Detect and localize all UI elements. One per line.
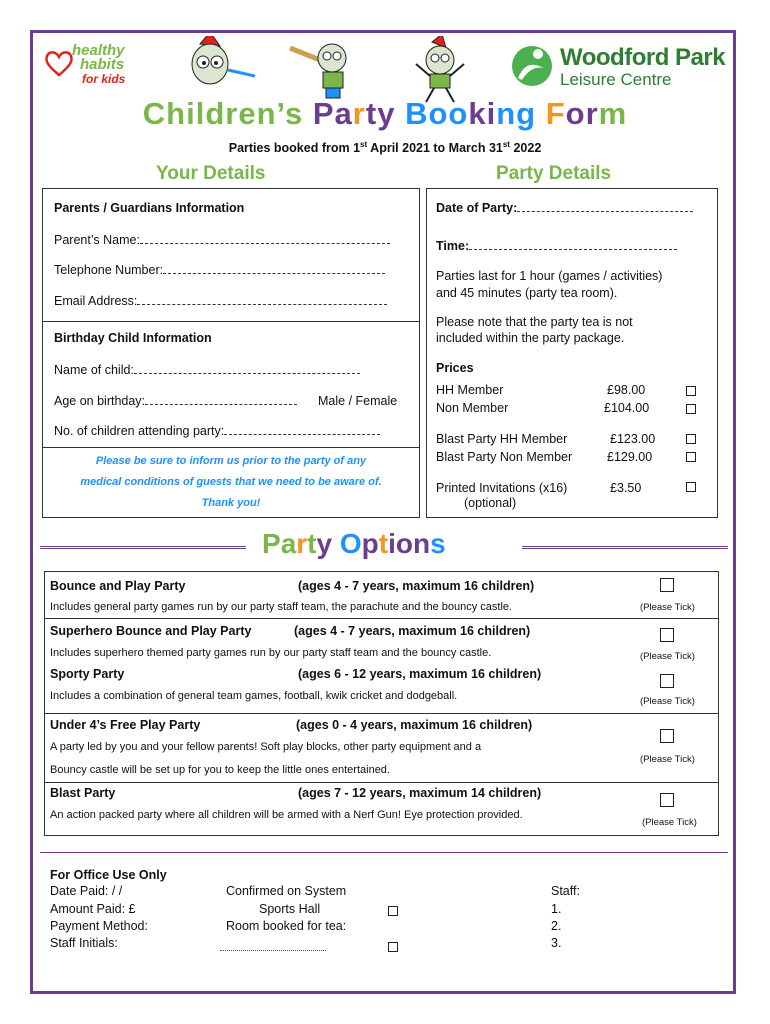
date-paid-field[interactable]: Date Paid: / / [50,884,123,898]
sports-hall-checkbox[interactable] [388,906,398,916]
staff-initials-field[interactable]: Staff Initials: [50,936,118,950]
parent-name-field[interactable]: Parent’s Name: [54,233,390,247]
room-booked-label: Room booked for tea: [226,919,347,933]
price-value: £98.00 [607,383,646,397]
duration-line: Parties last for 1 hour (games / activities) [436,269,663,283]
child-name-field[interactable]: Name of child: [54,363,360,377]
invitations-checkbox[interactable] [686,482,696,492]
price-value: £3.50 [610,481,642,495]
divider-right [522,546,728,549]
office-divider [40,852,728,853]
option-ages: (ages 4 - 7 years, maximum 16 children) [294,624,531,638]
option-ages: (ages 7 - 12 years, maximum 14 children) [298,786,542,800]
price-value: £129.00 [607,450,653,464]
telephone-field[interactable]: Telephone Number: [54,263,385,277]
office-heading: For Office Use Only [50,868,167,882]
option-name: Bounce and Play Party [50,579,186,593]
option-name: Under 4’s Free Play Party [50,718,201,732]
option-name: Superhero Bounce and Play Party [50,624,252,638]
birthday-child-heading: Birthday Child Information [54,331,212,345]
num-children-field[interactable]: No. of children attending party: [54,424,380,438]
please-tick-label: (Please Tick) [640,696,695,707]
option-ages: (ages 6 - 12 years, maximum 16 children) [298,667,542,681]
woodford-subtitle: Leisure Centre [560,70,672,89]
woodford-leaf-icon [510,44,554,88]
heart-icon [44,48,74,78]
staff-number[interactable]: 1. [551,902,562,916]
page-title: Children’s Party Booking Form [142,96,628,131]
price-label: Blast Party HH Member [436,432,568,446]
price-label: Blast Party Non Member [436,450,573,464]
party-mascot-icon [192,36,255,84]
hh-member-checkbox[interactable] [686,386,696,396]
sporty-checkbox[interactable] [660,674,674,688]
tea-note-line: Please note that the party tea is not [436,315,633,329]
price-value: £123.00 [610,432,656,446]
medical-note-line: medical conditions of guests that we need to be aware of. [80,476,382,488]
healthy-habits-logo: healthy habits for kids [44,42,144,94]
blast-hh-checkbox[interactable] [686,434,696,444]
jumping-mascot-icon [416,36,464,102]
option-desc: Includes general party games run by our party staff team, the parachute and the bouncy castle. [50,601,513,613]
divider-left [40,546,246,549]
signature-line[interactable] [220,950,326,951]
tea-note-line: included within the party package. [436,331,625,345]
time-field[interactable]: Time: [436,239,677,253]
prices-heading: Prices [436,361,474,375]
non-member-checkbox[interactable] [686,404,696,414]
payment-method-field[interactable]: Payment Method: [50,919,148,933]
superhero-checkbox[interactable] [660,628,674,642]
bounce-play-checkbox[interactable] [660,578,674,592]
option-desc: An action packed party where all children will be armed with a Nerf Gun! Eye protection provided. [50,809,523,821]
page-subtitle: Parties booked from 1st April 2021 to March 31st 2022 [228,140,542,156]
option-desc: Includes superhero themed party games run by our party staff team and the bouncy castle. [50,647,492,659]
medical-note-line: Thank you! [201,497,261,509]
blast-non-member-checkbox[interactable] [686,452,696,462]
option-name: Blast Party [50,786,116,800]
please-tick-label: (Please Tick) [640,602,695,613]
email-field[interactable]: Email Address: [54,294,387,308]
staff-number[interactable]: 2. [551,919,562,933]
price-label: Printed Invitations (x16) [436,481,568,495]
blast-party-checkbox[interactable] [660,793,674,807]
price-label: HH Member [436,383,504,397]
gender-field[interactable]: Male / Female [318,394,398,408]
price-value: £104.00 [604,401,650,415]
cricket-mascot-icon [290,44,346,98]
option-desc: Bouncy castle will be set up for you to keep the little ones entertained. [50,764,390,776]
confirmed-label: Confirmed on System [226,884,347,898]
parents-info-heading: Parents / Guardians Information [54,201,245,215]
party-options-heading: Party Options [262,528,446,559]
please-tick-label: (Please Tick) [640,651,695,662]
woodford-park-logo [510,42,725,94]
party-details-box [426,188,718,518]
option-ages: (ages 4 - 7 years, maximum 16 children) [298,579,535,593]
please-tick-label: (Please Tick) [640,754,695,765]
amount-paid-field[interactable]: Amount Paid: £ [50,902,136,916]
under-4-checkbox[interactable] [660,729,674,743]
invitations-optional: (optional) [464,496,517,510]
medical-note-line: Please be sure to inform us prior to the party of any [95,455,367,467]
price-label: Non Member [436,401,509,415]
staff-label: Staff: [551,884,580,898]
duration-line: and 45 minutes (party tea room). [436,286,618,300]
sports-hall-label: Sports Hall [259,902,321,916]
option-name: Sporty Party [50,667,125,681]
your-details-heading: Your Details [156,163,266,184]
option-desc: A party led by you and your fellow parents! Soft play blocks, other party equipment and a [50,741,482,753]
room-booked-checkbox[interactable] [388,942,398,952]
option-ages: (ages 0 - 4 years, maximum 16 children) [296,718,533,732]
woodford-title: Woodford Park [560,44,726,71]
date-field[interactable]: Date of Party: [436,201,693,215]
party-details-heading: Party Details [496,163,612,184]
please-tick-label: (Please Tick) [642,817,697,828]
option-desc: Includes a combination of general team games, football, kwik cricket and dodgeball. [50,690,458,702]
staff-number[interactable]: 3. [551,936,562,950]
age-field[interactable]: Age on birthday: [54,394,297,408]
